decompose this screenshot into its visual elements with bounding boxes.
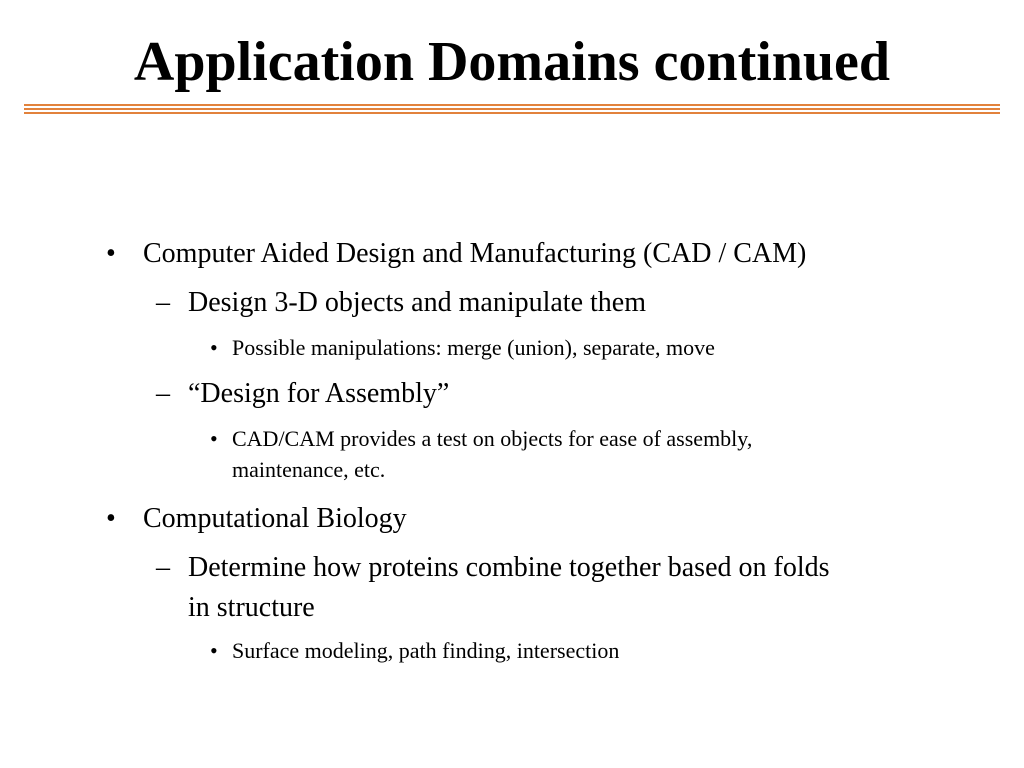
- bullet-marker: •: [210, 426, 218, 451]
- bullet-text: Computer Aided Design and Manufacturing (CAD / CAM): [143, 238, 807, 269]
- sub-bullet-text: “Design for Assembly”: [188, 378, 450, 409]
- bullet-marker: •: [106, 503, 116, 534]
- sub-bullet-text: in structure: [188, 592, 315, 623]
- dash-marker: –: [156, 552, 170, 583]
- sub-sub-bullet-text: Surface modeling, path finding, intersection: [232, 638, 620, 663]
- sub-sub-bullet-text: Possible manipulations: merge (union), separate, move: [232, 335, 715, 360]
- bullet-marker: •: [210, 638, 218, 663]
- dash-marker: –: [156, 378, 170, 409]
- sub-sub-bullet-text: CAD/CAM provides a test on objects for ease of assembly,: [232, 426, 753, 451]
- sub-bullet-text: Design 3-D objects and manipulate them: [188, 287, 646, 318]
- sub-sub-bullet-text: maintenance, etc.: [232, 457, 386, 482]
- sub-bullet-text: Determine how proteins combine together based on folds: [188, 552, 830, 583]
- bullet-marker: •: [106, 238, 116, 269]
- bullet-marker: •: [210, 335, 218, 360]
- bullet-text: Computational Biology: [143, 503, 407, 534]
- dash-marker: –: [156, 287, 170, 318]
- slide-title: Application Domains continued: [133, 31, 891, 93]
